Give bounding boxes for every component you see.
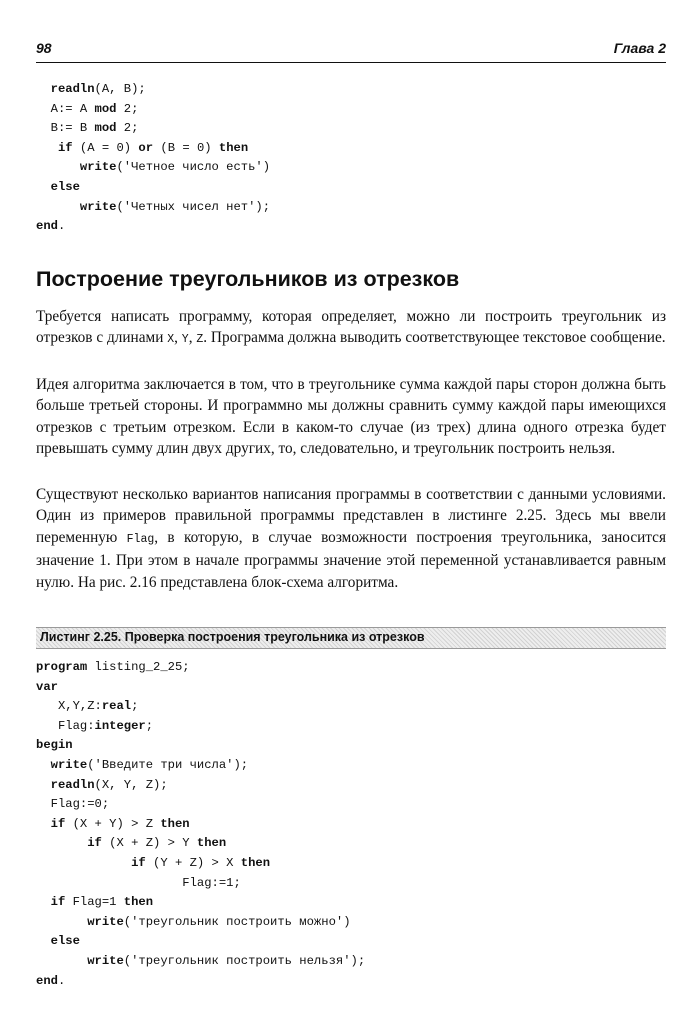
code-keyword: or: [138, 140, 154, 155]
code-line: [36, 139, 270, 159]
code-keyword: readln: [50, 777, 95, 792]
code-line: [36, 972, 365, 992]
code-line: [36, 874, 365, 894]
code-text: ;: [131, 699, 139, 714]
code-line: [36, 815, 365, 835]
code-text: .: [57, 219, 66, 234]
code-text: (A, B);: [94, 82, 146, 96]
paragraph-task: [36, 306, 666, 351]
code-line: [36, 736, 365, 756]
code-text: Flag:: [36, 718, 95, 733]
code-keyword: else: [50, 934, 80, 949]
paragraph-variants: [36, 484, 666, 593]
code-text: [36, 141, 58, 155]
code-line: [36, 198, 270, 218]
code-text: (X + Y) > Z: [65, 816, 161, 831]
code-keyword: mod: [94, 101, 117, 116]
code-text: X,Y,Z:: [36, 699, 102, 714]
code-keyword: write: [87, 953, 124, 968]
code-text: [36, 180, 51, 194]
code-keyword: then: [123, 895, 154, 910]
code-line: [36, 658, 365, 678]
code-keyword: real: [101, 699, 132, 714]
code-keyword: begin: [36, 738, 73, 753]
code-text: B:= B: [36, 121, 95, 136]
code-text: 2;: [116, 121, 139, 136]
code-keyword: then: [240, 855, 271, 870]
paragraph-idea: Идея алгоритма заключается в том, что в треугольнике сумма каждой пары сторон должна быть больше третьей стороны. И программно мы должны сравнить сумму каждой пары имеющихся отрезков с третьим отрезком. Если в каком-то случае (из трех) длина одного отрезка будет превышать сумму длин двух других, то, следовательно, и треугольник построить нельзя.: [36, 376, 666, 458]
code-keyword: write: [79, 160, 117, 175]
code-keyword: end: [36, 973, 58, 988]
code-text: [36, 778, 51, 792]
code-line: [36, 834, 365, 854]
code-line: [36, 119, 270, 139]
code-keyword: then: [218, 140, 249, 155]
code-text: ('Введите три числа');: [87, 757, 249, 772]
code-text: [36, 82, 51, 96]
code-text: 2;: [116, 101, 139, 116]
section-heading: Построение треугольников из отрезков: [36, 267, 460, 291]
code-text: .: [57, 973, 66, 988]
chapter-title: Глава 2: [613, 40, 666, 56]
code-text: ('треугольник построить нельзя');: [123, 953, 366, 968]
code-line: [36, 756, 365, 776]
code-text: ('Четных чисел нет');: [116, 199, 271, 214]
code-text: [36, 915, 87, 929]
code-line: [36, 158, 270, 178]
code-line: [36, 913, 365, 933]
code-text: [36, 856, 131, 870]
code-line: [36, 717, 365, 737]
code-line: [36, 80, 270, 100]
code-line: [36, 697, 365, 717]
code-keyword: write: [79, 199, 117, 214]
paragraph-text: ,: [174, 329, 182, 347]
code-keyword: end: [36, 219, 58, 234]
code-keyword: write: [87, 914, 124, 929]
code-text: [36, 160, 80, 174]
code-text: [36, 836, 87, 850]
code-text: [36, 817, 51, 831]
code-line: [36, 100, 270, 120]
paragraph-text: , в которую, в случае возможности построения треугольника, заносится значение 1. При этом в начале программы значение этой переменной устанавливается равным нулю. На рис. 2.16 представлена блок-схема алгоритма.: [36, 528, 667, 591]
code-line: [36, 854, 365, 874]
code-keyword: if: [57, 140, 73, 155]
code-keyword: then: [160, 816, 190, 831]
code-text: ;: [145, 718, 154, 733]
code-block-top: [36, 80, 270, 237]
code-text: [36, 934, 51, 948]
code-keyword: write: [50, 757, 88, 772]
inline-code: X: [167, 333, 175, 347]
code-keyword: else: [50, 179, 80, 194]
code-text: [36, 758, 51, 772]
inline-code: Flag: [126, 532, 155, 546]
code-line: [36, 217, 270, 237]
paragraph-text: . Программа должна выводить соответствующее текстовое сообщение.: [203, 329, 666, 347]
paragraph-text: ,: [188, 329, 197, 347]
code-text: A:= A: [36, 101, 95, 116]
code-text: ('треугольник построить можно'): [123, 914, 351, 929]
code-text: ('Четное число есть'): [116, 160, 271, 175]
code-line: [36, 893, 365, 913]
code-text: (A = 0): [72, 140, 139, 155]
code-keyword: integer: [94, 718, 146, 733]
code-keyword: if: [50, 895, 66, 910]
listing-caption: Листинг 2.25. Проверка построения треугольника из отрезков: [40, 630, 425, 644]
code-keyword: mod: [94, 121, 117, 136]
page-header: [36, 36, 666, 63]
code-line: [36, 795, 365, 815]
code-text: [36, 954, 87, 968]
page-number: 98: [36, 40, 52, 56]
code-text: listing_2_25;: [87, 660, 190, 674]
code-text: [36, 895, 51, 909]
code-line: [36, 678, 365, 698]
code-keyword: if: [131, 855, 146, 870]
code-keyword: readln: [50, 82, 95, 96]
code-keyword: if: [87, 836, 102, 851]
code-text: (Y + Z) > X: [145, 855, 241, 870]
listing-caption-bar: [36, 627, 666, 649]
code-text: Flag:=1;: [36, 875, 241, 890]
code-keyword: program: [36, 660, 88, 674]
code-keyword: if: [50, 816, 66, 831]
paragraph-text: Требуется написать программу, которая определяет, можно ли построить треугольник из отрезков с длинами: [36, 308, 666, 347]
code-text: Flag:=0;: [36, 797, 110, 812]
inline-code: Y: [181, 333, 189, 347]
paragraph-text: Существуют несколько вариантов написания программы в соответствии с данными условиями. Один из примеров правильной программы представлен в листинге 2.25. Здесь мы ввели переменную: [36, 486, 666, 546]
code-block-listing: [36, 658, 365, 991]
code-line: [36, 178, 270, 198]
code-keyword: var: [36, 679, 58, 694]
code-line: [36, 952, 365, 972]
code-text: Flag=1: [65, 895, 124, 910]
code-text: (B = 0): [153, 140, 219, 155]
inline-code: Z: [196, 333, 204, 347]
code-line: [36, 776, 365, 796]
code-text: (X, Y, Z);: [94, 777, 168, 792]
code-keyword: then: [196, 836, 227, 851]
code-text: [36, 200, 80, 214]
code-text: (X + Z) > Y: [101, 836, 197, 851]
code-line: [36, 932, 365, 952]
